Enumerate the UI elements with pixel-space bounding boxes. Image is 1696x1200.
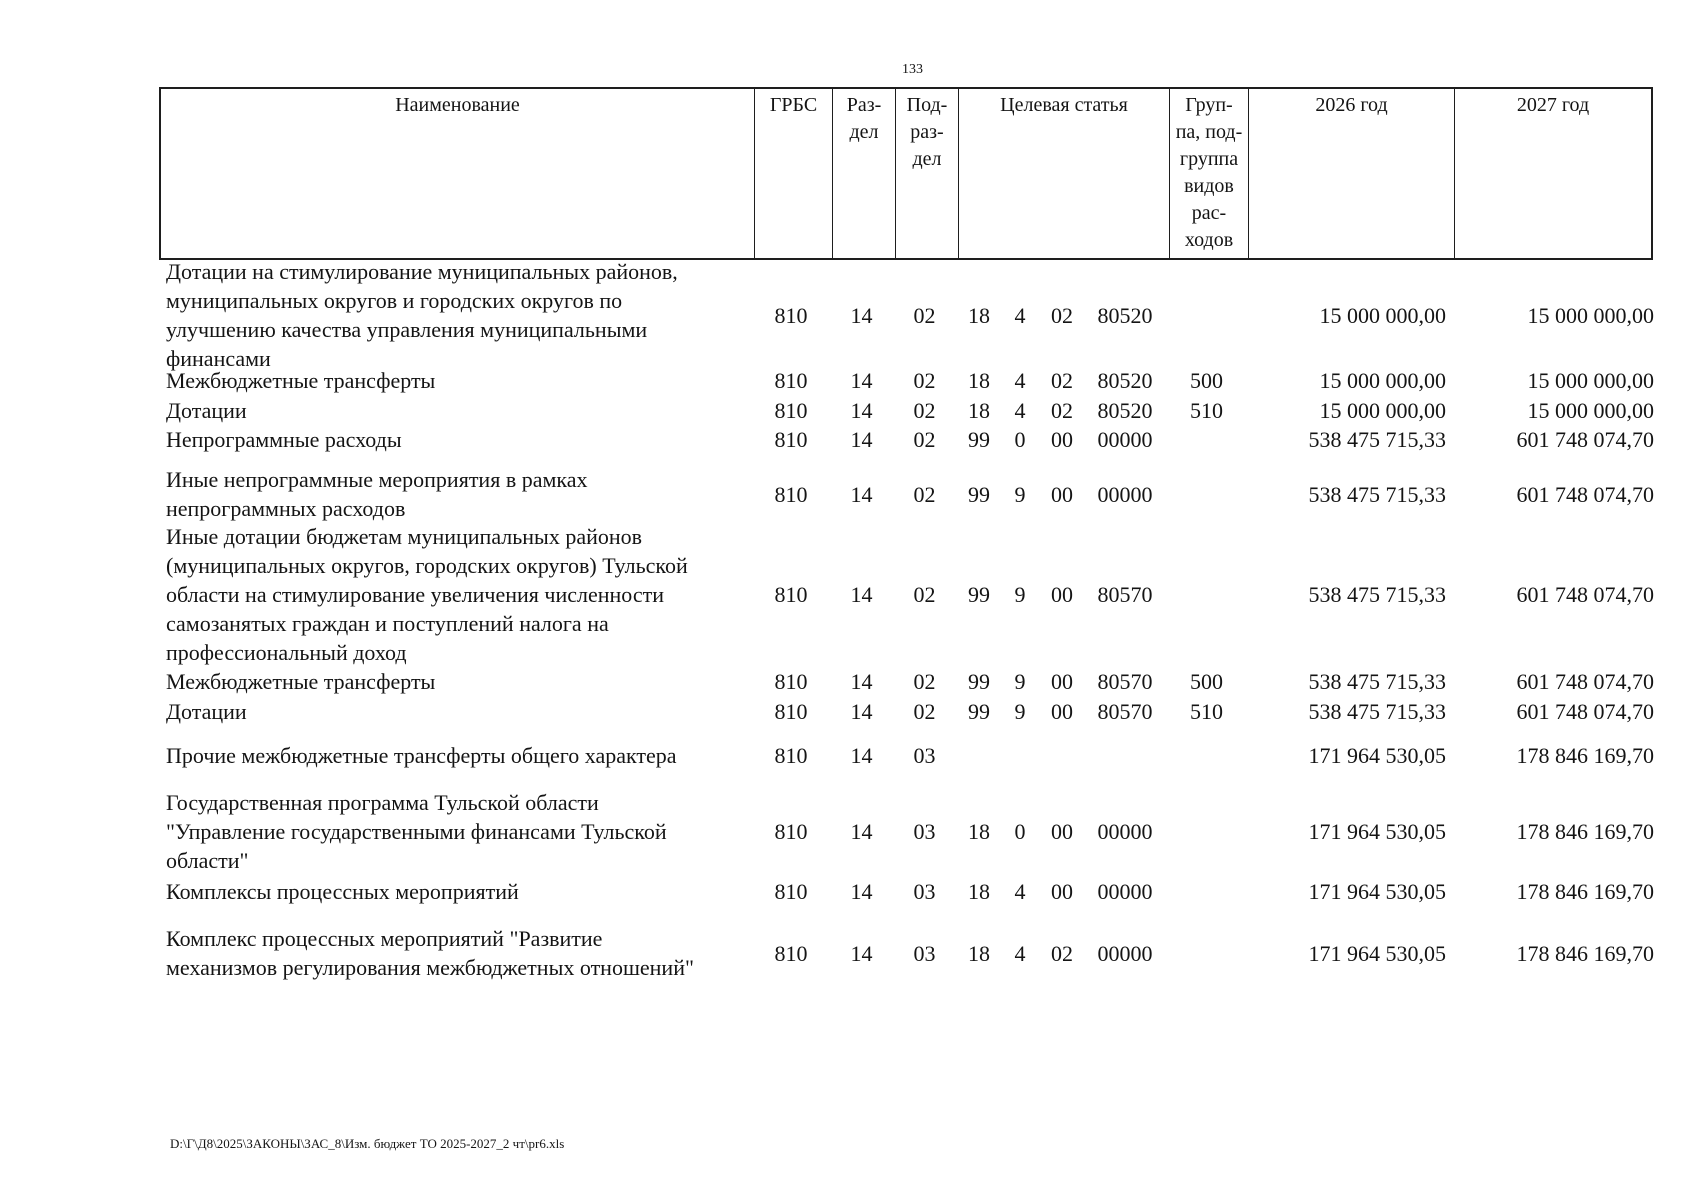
amount-2027-cell: 601 748 074,70 (1516, 427, 1654, 452)
table-row (159, 396, 1659, 425)
podrazdel-cell: 02 (913, 582, 936, 607)
row-name-cell: Дотации на стимулирование муниципальных районов, муниципальных округов и городских округов по улучшению качества управления муниципальными финансами (166, 259, 678, 371)
amount-2027-cell: 15 000 000,00 (1527, 303, 1654, 328)
razdel-cell: 14 (850, 582, 873, 607)
page-number: 133 (902, 62, 923, 77)
grbs-cell: 810 (774, 427, 808, 452)
header-grbs: ГРБС (754, 89, 832, 258)
celevaya-program-cell: 18 (968, 303, 990, 328)
podrazdel-cell: 02 (913, 669, 936, 694)
celevaya-code-cell: 00000 (1097, 482, 1153, 507)
row-name-cell: Комплексы процессных мероприятий (166, 879, 519, 904)
celevaya-type-cell: 9 (1014, 582, 1026, 607)
grbs-cell: 810 (774, 819, 808, 844)
celevaya-code-cell: 00000 (1097, 941, 1153, 966)
header-gruppa-vidov-rashodov: Груп- па, под- группа видов рас- ходов (1169, 89, 1248, 258)
amount-2027-cell: 15 000 000,00 (1527, 398, 1654, 423)
celevaya-sub-cell: 02 (1051, 303, 1073, 328)
razdel-cell: 14 (850, 941, 873, 966)
podrazdel-cell: 02 (913, 699, 936, 724)
grbs-cell: 810 (774, 941, 808, 966)
celevaya-type-cell: 9 (1014, 669, 1026, 694)
table-row (159, 697, 1659, 726)
amount-2027-cell: 601 748 074,70 (1516, 699, 1654, 724)
amount-2026-cell: 15 000 000,00 (1319, 368, 1446, 393)
amount-2026-cell: 171 964 530,05 (1308, 743, 1446, 768)
table-row (159, 788, 1659, 875)
table-row (159, 522, 1659, 667)
amount-2027-cell: 178 846 169,70 (1516, 819, 1654, 844)
amount-2027-cell: 601 748 074,70 (1516, 669, 1654, 694)
vid-rashodov-cell: 500 (1190, 368, 1223, 393)
row-name-cell: Комплекс процессных мероприятий "Развитие механизмов регулирования межбюджетных отношений" (166, 926, 694, 980)
razdel-cell: 14 (850, 743, 873, 768)
table-row (159, 366, 1659, 395)
razdel-cell: 14 (850, 368, 873, 393)
amount-2026-cell: 538 475 715,33 (1308, 582, 1446, 607)
celevaya-sub-cell: 02 (1051, 941, 1073, 966)
celevaya-code-cell: 80520 (1097, 368, 1153, 393)
table-row (159, 924, 1659, 982)
celevaya-program-cell: 99 (968, 699, 990, 724)
file-path-footer: D:\Г\Д8\2025\ЗАКОНЫ\ЗАС_8\Изм. бюджет ТО 2025-2027_2 чт\pr6.xls (170, 1136, 565, 1151)
table-row (159, 667, 1659, 696)
podrazdel-cell: 02 (913, 427, 936, 452)
amount-2027-cell: 601 748 074,70 (1516, 582, 1654, 607)
celevaya-code-cell: 80520 (1097, 303, 1153, 328)
celevaya-type-cell: 9 (1014, 699, 1026, 724)
celevaya-code-cell: 00000 (1097, 819, 1153, 844)
celevaya-code-cell: 80520 (1097, 398, 1153, 423)
amount-2027-cell: 178 846 169,70 (1516, 743, 1654, 768)
grbs-cell: 810 (774, 879, 808, 904)
celevaya-sub-cell: 00 (1051, 699, 1073, 724)
table-row (159, 425, 1659, 454)
celevaya-type-cell: 9 (1014, 482, 1026, 507)
celevaya-sub-cell: 00 (1051, 427, 1073, 452)
header-celevaya-statya: Целевая статья (958, 89, 1169, 258)
celevaya-code-cell: 80570 (1097, 669, 1153, 694)
row-name-cell: Прочие межбюджетные трансферты общего характера (166, 743, 677, 768)
row-name-cell: Межбюджетные трансферты (166, 669, 436, 694)
celevaya-type-cell: 4 (1014, 368, 1026, 393)
row-name-cell: Межбюджетные трансферты (166, 368, 436, 393)
razdel-cell: 14 (850, 819, 873, 844)
row-name-cell: Непрограммные расходы (166, 427, 402, 452)
razdel-cell: 14 (850, 699, 873, 724)
razdel-cell: 14 (850, 482, 873, 507)
table-row (159, 741, 1659, 770)
celevaya-type-cell: 4 (1014, 398, 1026, 423)
celevaya-type-cell: 0 (1014, 819, 1026, 844)
amount-2026-cell: 171 964 530,05 (1308, 941, 1446, 966)
grbs-cell: 810 (774, 398, 808, 423)
row-name-cell: Иные дотации бюджетам муниципальных районов (муниципальных округов, городских округов) Тульской области на стимулирование увеличения численности самозанятых граждан и поступлений налога на профессиональный доход (166, 524, 688, 665)
razdel-cell: 14 (850, 669, 873, 694)
celevaya-code-cell: 80570 (1097, 582, 1153, 607)
amount-2026-cell: 538 475 715,33 (1308, 427, 1446, 452)
celevaya-sub-cell: 00 (1051, 669, 1073, 694)
celevaya-sub-cell: 02 (1051, 368, 1073, 393)
amount-2027-cell: 178 846 169,70 (1516, 879, 1654, 904)
amount-2026-cell: 538 475 715,33 (1308, 699, 1446, 724)
celevaya-sub-cell: 00 (1051, 879, 1073, 904)
table-row (159, 257, 1659, 374)
celevaya-program-cell: 99 (968, 582, 990, 607)
podrazdel-cell: 03 (913, 941, 936, 966)
celevaya-program-cell: 99 (968, 427, 990, 452)
celevaya-program-cell: 99 (968, 482, 990, 507)
celevaya-program-cell: 18 (968, 398, 990, 423)
grbs-cell: 810 (774, 669, 808, 694)
grbs-cell: 810 (774, 743, 808, 768)
amount-2026-cell: 538 475 715,33 (1308, 669, 1446, 694)
header-2027: 2027 год (1454, 89, 1651, 258)
podrazdel-cell: 03 (913, 819, 936, 844)
celevaya-program-cell: 18 (968, 819, 990, 844)
amount-2026-cell: 538 475 715,33 (1308, 482, 1446, 507)
podrazdel-cell: 03 (913, 879, 936, 904)
vid-rashodov-cell: 500 (1190, 669, 1223, 694)
celevaya-sub-cell: 00 (1051, 582, 1073, 607)
celevaya-code-cell: 80570 (1097, 699, 1153, 724)
row-name-cell: Иные непрограммные мероприятия в рамках непрограммных расходов (166, 467, 588, 521)
grbs-cell: 810 (774, 699, 808, 724)
celevaya-type-cell: 0 (1014, 427, 1026, 452)
celevaya-program-cell: 18 (968, 368, 990, 393)
row-name-cell: Дотации (166, 699, 247, 724)
table-header (159, 87, 1653, 260)
celevaya-type-cell: 4 (1014, 879, 1026, 904)
podrazdel-cell: 02 (913, 303, 936, 328)
podrazdel-cell: 02 (913, 368, 936, 393)
amount-2027-cell: 178 846 169,70 (1516, 941, 1654, 966)
razdel-cell: 14 (850, 303, 873, 328)
table-row (159, 877, 1659, 906)
header-razdel: Раз- дел (832, 89, 895, 258)
header-name: Наименование (395, 94, 520, 116)
celevaya-program-cell: 18 (968, 941, 990, 966)
celevaya-code-cell: 00000 (1097, 879, 1153, 904)
table-row (159, 465, 1659, 523)
row-name-cell: Государственная программа Тульской области "Управление государственными финансами Тульской области" (166, 790, 667, 873)
header-podrazdel: Под- раз- дел (895, 89, 958, 258)
razdel-cell: 14 (850, 879, 873, 904)
amount-2026-cell: 15 000 000,00 (1319, 303, 1446, 328)
grbs-cell: 810 (774, 482, 808, 507)
amount-2027-cell: 15 000 000,00 (1527, 368, 1654, 393)
celevaya-program-cell: 99 (968, 669, 990, 694)
amount-2026-cell: 171 964 530,05 (1308, 879, 1446, 904)
amount-2026-cell: 15 000 000,00 (1319, 398, 1446, 423)
vid-rashodov-cell: 510 (1190, 398, 1223, 423)
amount-2026-cell: 171 964 530,05 (1308, 819, 1446, 844)
celevaya-program-cell: 18 (968, 879, 990, 904)
celevaya-type-cell: 4 (1014, 941, 1026, 966)
grbs-cell: 810 (774, 582, 808, 607)
celevaya-sub-cell: 02 (1051, 398, 1073, 423)
celevaya-sub-cell: 00 (1051, 819, 1073, 844)
razdel-cell: 14 (850, 427, 873, 452)
podrazdel-cell: 03 (913, 743, 936, 768)
grbs-cell: 810 (774, 303, 808, 328)
podrazdel-cell: 02 (913, 482, 936, 507)
podrazdel-cell: 02 (913, 398, 936, 423)
header-2026: 2026 год (1248, 89, 1454, 258)
celevaya-code-cell: 00000 (1097, 427, 1153, 452)
vid-rashodov-cell: 510 (1190, 699, 1223, 724)
row-name-cell: Дотации (166, 398, 247, 423)
grbs-cell: 810 (774, 368, 808, 393)
razdel-cell: 14 (850, 398, 873, 423)
celevaya-sub-cell: 00 (1051, 482, 1073, 507)
celevaya-type-cell: 4 (1014, 303, 1026, 328)
amount-2027-cell: 601 748 074,70 (1516, 482, 1654, 507)
